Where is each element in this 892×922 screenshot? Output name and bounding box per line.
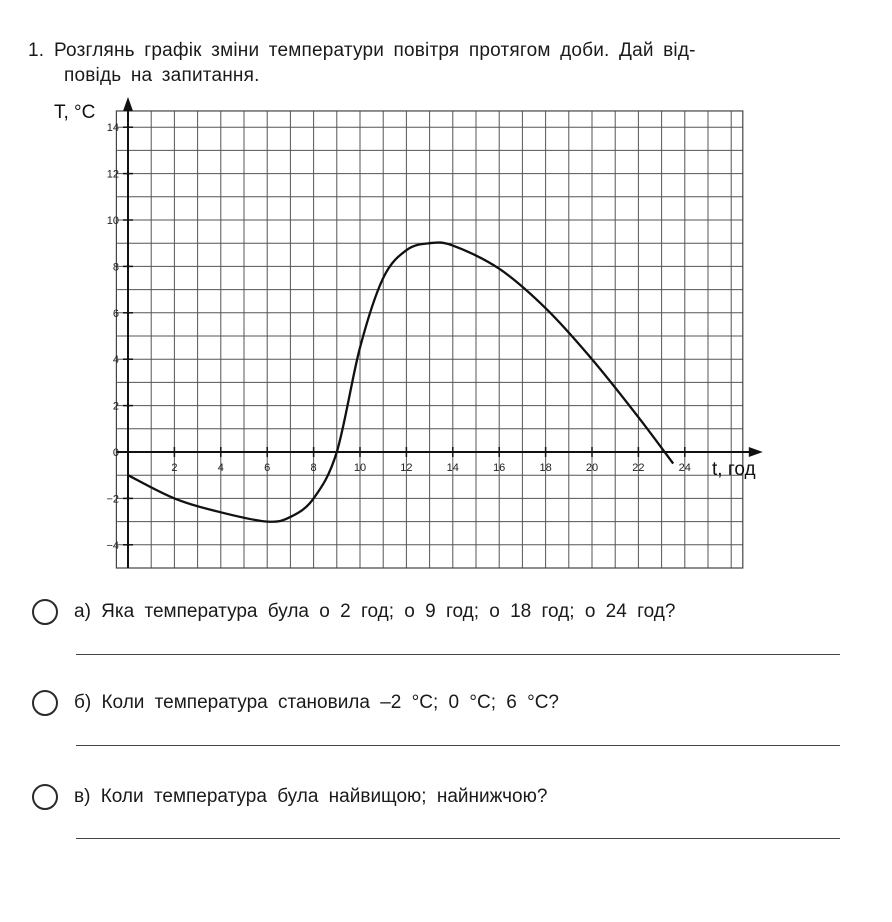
x-tick-label: 22 <box>632 462 645 474</box>
x-tick-label: 10 <box>353 462 367 474</box>
chart-axes <box>116 97 762 568</box>
y-tick-label: 4 <box>112 354 119 367</box>
x-tick-label: 16 <box>493 462 506 474</box>
y-tick-label: 0 <box>112 447 119 459</box>
x-tick-label: 2 <box>171 462 178 474</box>
task-text-line1: Розглянь графік зміни температури повітря протягом доби. Дай від- <box>54 40 696 61</box>
y-axis-arrow <box>123 97 133 111</box>
answer-line-b[interactable] <box>76 745 840 746</box>
y-tick-label: 2 <box>112 400 119 413</box>
y-tick-label: −2 <box>106 493 119 506</box>
chart-ticks <box>106 122 690 552</box>
chart-grid <box>116 111 742 568</box>
answer-line-c[interactable] <box>76 838 840 839</box>
question-c <box>32 784 852 814</box>
chart-axis-labels <box>54 102 756 480</box>
x-tick-label: 20 <box>585 462 599 474</box>
x-tick-label: 4 <box>217 462 224 474</box>
answer-radio-b[interactable] <box>32 690 58 716</box>
x-tick-label: 18 <box>539 462 552 474</box>
question-a-text: а) Яка температура була о 2 год; о 9 год; о 18 год; о 24 год? <box>74 601 676 622</box>
x-tick-label: 6 <box>264 462 271 474</box>
x-axis-label: t, год <box>712 459 756 480</box>
task-number: 1. <box>28 40 45 61</box>
y-axis-label: T, °C <box>54 102 96 123</box>
question-c-text: в) Коли температура була найвищою; найнижчою? <box>74 786 548 807</box>
answer-radio-c[interactable] <box>32 784 58 810</box>
x-tick-label: 24 <box>678 462 691 474</box>
answer-radio-a[interactable] <box>32 599 58 625</box>
y-tick-label: 6 <box>112 307 119 320</box>
question-b <box>32 690 852 720</box>
x-tick-label: 8 <box>310 462 317 474</box>
y-tick-label: 8 <box>112 261 119 274</box>
y-tick-label: 10 <box>106 215 119 227</box>
y-tick-label: −4 <box>106 539 119 552</box>
task-text-line2: повідь на запитання. <box>64 65 260 86</box>
x-tick-label: 12 <box>400 462 413 474</box>
answer-line-a[interactable] <box>76 654 840 655</box>
question-b-text: б) Коли температура становила –2 °С; 0 °С; 6 °С? <box>74 692 559 713</box>
y-tick-label: 14 <box>106 122 119 135</box>
x-tick-label: 14 <box>446 462 459 474</box>
question-a <box>32 599 852 629</box>
x-axis-arrow <box>749 447 763 457</box>
y-tick-label: 12 <box>106 168 119 181</box>
